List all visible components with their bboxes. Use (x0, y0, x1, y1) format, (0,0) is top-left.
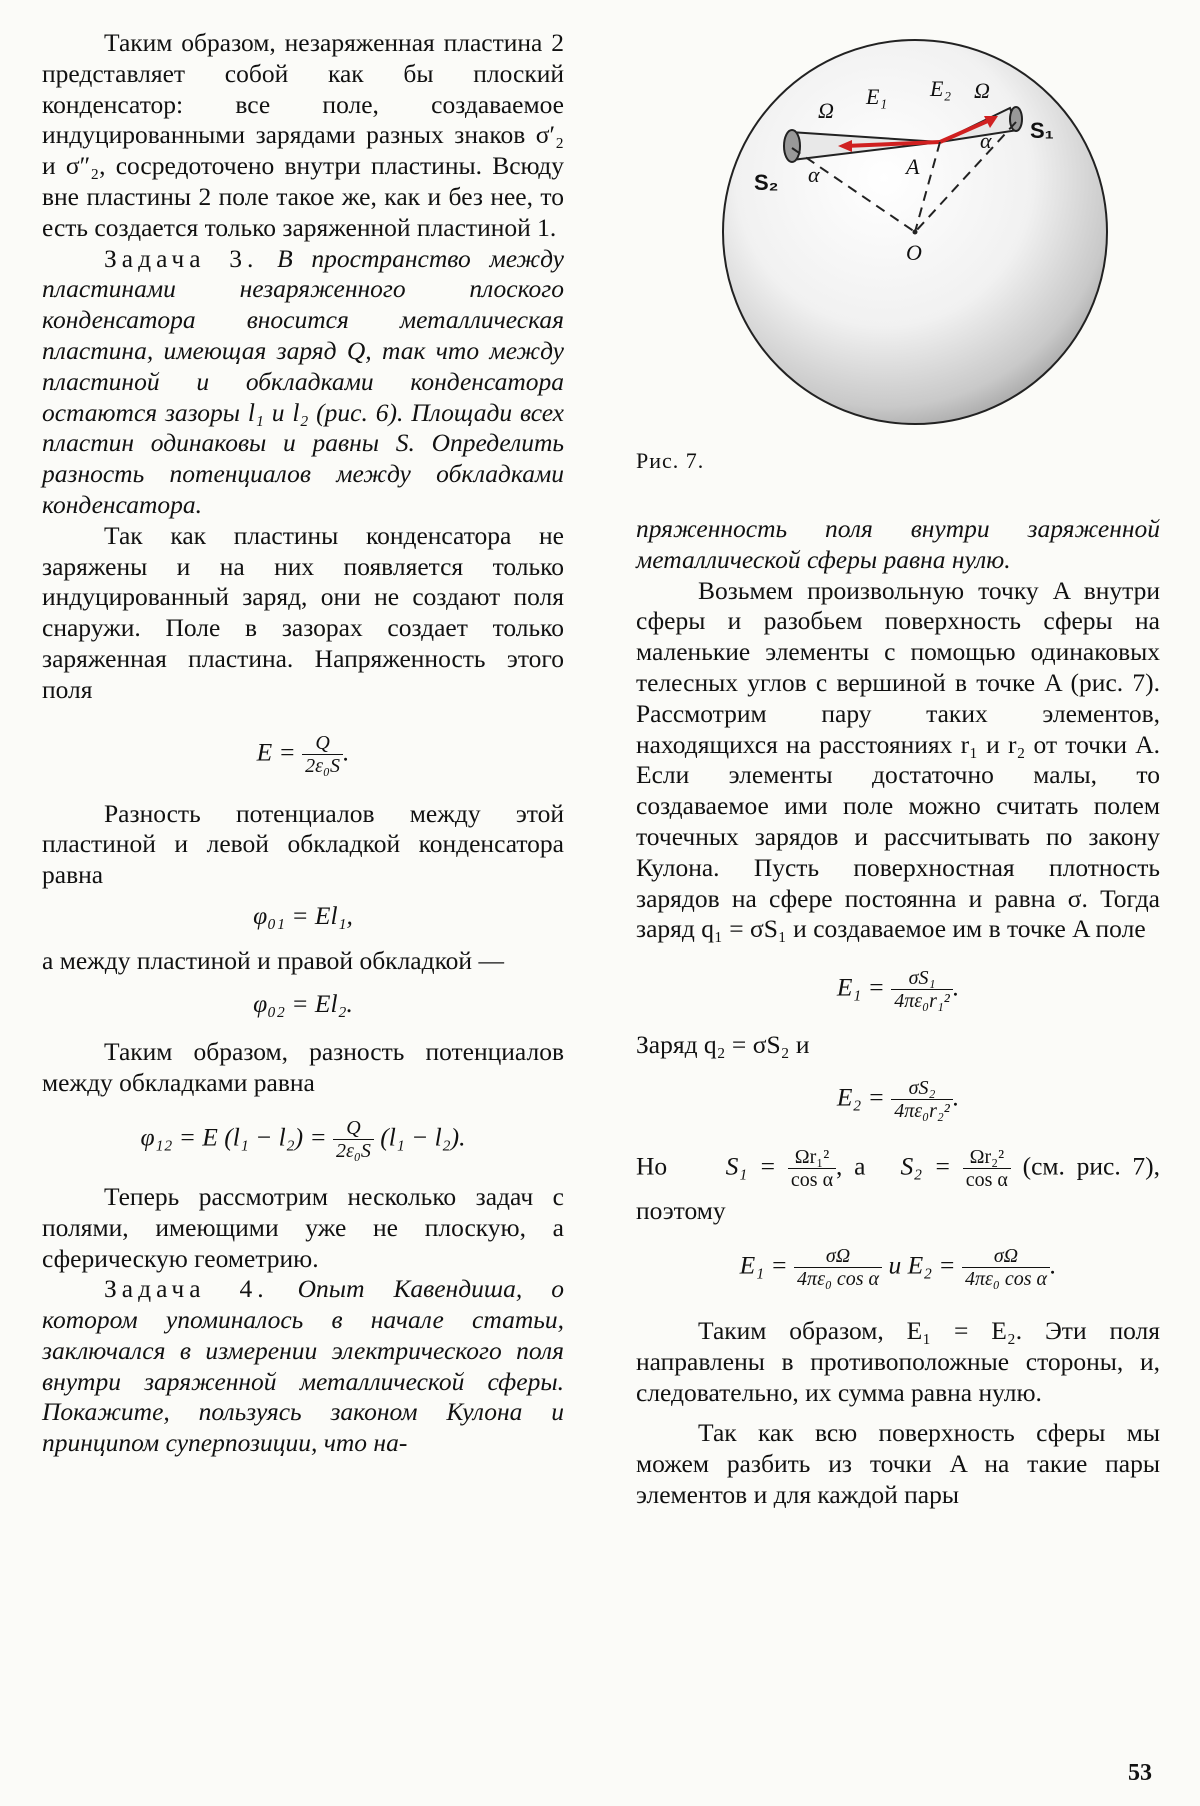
paragraph: Таким образом, разность потенциалов между обкладками равна (42, 1037, 564, 1098)
text: , а (836, 1151, 866, 1181)
text: S₁ = (725, 1151, 777, 1181)
formula-e1 (636, 967, 1160, 1012)
paragraph: Теперь рассмотрим несколько задач с полями, имеющими уже не плоскую, а сферическую геометрию. (42, 1181, 564, 1273)
formula-tail: (l₁ − l₂). (380, 1122, 466, 1152)
numerator: Ωr₂² (963, 1146, 1011, 1169)
paragraph: Таким образом, E₁ = E₂. Эти поля направлены в противоположные стороны, и, следовательно, их сумма равна нулю. (636, 1315, 1160, 1407)
label-s2: S₂ (754, 170, 779, 195)
formula-tail: . (952, 1082, 960, 1112)
label-alpha-left: α (808, 162, 820, 187)
text: Но (636, 1151, 668, 1181)
task-label: Задача 4. (104, 1274, 269, 1304)
denominator: cos α (965, 1168, 1008, 1191)
paragraph: Разность потенциалов между этой пластиной и левой обкладкой конденсатора равна (42, 798, 564, 890)
paragraph: а между пластиной и правой обкладкой — (42, 945, 504, 975)
numerator: Ωr₁² (788, 1146, 836, 1169)
label-alpha-right: α (980, 128, 992, 153)
formula-mid: и E₂ = (888, 1250, 956, 1280)
numerator: σS₁ (891, 967, 953, 990)
formula-e1-e2 (636, 1245, 1160, 1290)
formula-lhs: φ₁₂ = E (l₁ − l₂) = (140, 1122, 327, 1152)
label-e1: E₁ (866, 84, 888, 109)
fraction (788, 1146, 836, 1191)
paragraph: Возьмем произвольную точку A внутри сферы и разобьем поверхность сферы на маленькие элементы с помощью одинаковых телесных углов с вершиной в точке A (рис. 7). Рассмотрим пару таких элементов, находящихся на расстояниях r₁ и r₂ от точки A. Если элементы достаточно малы, то создаваемое ими поле можно считать полем точечных зарядов и рассчитывать по закону Кулона. Пусть поверхностная плотность зарядов на сфере постоянна и равна σ. Тогда заряд q₁ = σS₁ и создаваемое им в точке A поле (636, 575, 1160, 944)
formula-tail: . (952, 972, 960, 1002)
formula-tail: . (1049, 1250, 1057, 1280)
paragraph: Таким образом, незаряженная пластина 2 представляет собой как бы плоский конденсатор: все поле, создаваемое индуцированными зарядами разных знаков σ′₂ и σ″₂, сосредоточено внутри пластины. Всюду вне пластины 2 поле такое же, как и без нее, то есть создается только заряженной пластиной 1. (42, 28, 564, 242)
fraction (963, 1146, 1011, 1191)
formula-phi01: φ₀₁ = El₁, (253, 900, 353, 930)
formula-tail: . (343, 736, 350, 766)
paragraph: Так как пластины конденсатора не заряжены и на них появляется только индуцированный заряд, они не создают поля снаружи. Поле в зазорах создает только заряженная пластина. Напряженность этого поля (42, 520, 564, 704)
label-o: O (906, 240, 922, 265)
numerator: σΩ (962, 1245, 1050, 1268)
fraction (962, 1245, 1050, 1290)
numerator: σΩ (794, 1245, 882, 1268)
label-s1: S₁ (1030, 118, 1054, 143)
task-label: Задача 3. (104, 243, 259, 273)
formula-lhs: E = (256, 736, 296, 766)
right-column (636, 514, 1160, 1511)
fraction (333, 1117, 374, 1162)
label-omega-left: Ω (818, 98, 834, 123)
text: (см. рис. 7), поэтому (636, 1151, 1161, 1225)
denominator: cos α (790, 1168, 834, 1191)
paragraph: Так как всю поверхность сферы мы можем разбить из точки A на такие пары элементов и для каждой пары (636, 1418, 1160, 1509)
task-text: В пространство между пластинами незаряженного плоского конденсатора вносится металлическая пластина, имеющая заряд Q, так что между пластиной и обкладками конденсатора остаются зазоры l₁ и l₂ (рис. 6). Площади всех пластин одинаковы и равны S. Определить разность потенциалов между обкладками конденсатора. (42, 243, 564, 519)
denominator: 2ε₀S (336, 1139, 371, 1162)
s2-element (784, 130, 800, 162)
numerator: σS₂ (891, 1077, 953, 1100)
numerator: Q (333, 1117, 374, 1140)
label-a: A (906, 154, 920, 179)
label-e2: E₂ (930, 76, 952, 101)
sphere-figure (690, 34, 1160, 434)
denominator: 4πε₀r₁² (894, 990, 950, 1013)
text: S₂ = (900, 1151, 952, 1181)
paragraph-area (636, 1146, 1160, 1231)
formula-lhs: E₁ = (739, 1250, 788, 1280)
task-3 (42, 244, 564, 521)
formula-phi02: φ₀₂ = El₂. (253, 988, 353, 1018)
formula-e2 (636, 1077, 1160, 1122)
figure-caption: Рис. 7. (636, 448, 705, 473)
task-4-continuation: пряженность поля внутри заряженной металлической сферы равна нулю. (636, 514, 1160, 574)
page-number: 53 (1128, 1760, 1152, 1786)
numerator: Q (302, 732, 343, 755)
formula-phi12 (42, 1117, 564, 1162)
denominator: 4πε₀ cos α (797, 1267, 880, 1290)
fraction (794, 1245, 882, 1290)
formula-lhs: E₁ = (836, 972, 885, 1002)
left-column (42, 28, 564, 1459)
paragraph: Заряд q₂ = σS₂ и (636, 1030, 810, 1060)
label-omega-right: Ω (974, 78, 990, 103)
task-4 (42, 1274, 564, 1459)
fraction (302, 732, 343, 777)
center-point (913, 230, 918, 235)
fraction (891, 1077, 953, 1122)
denominator: 4πε₀r₂² (894, 1099, 950, 1122)
denominator: 4πε₀ cos α (964, 1267, 1047, 1290)
denominator: 2ε₀S (305, 754, 340, 777)
formula-lhs: E₂ = (836, 1082, 885, 1112)
task-text: Опыт Кавендиша, о котором упоминалось в начале статьи, заключался в измерении электрического поля внутри заряженной металлической сферы. Покажите, пользуясь законом Кулона и принципом суперпозиции, что на- (42, 1274, 564, 1458)
formula-e (42, 732, 564, 777)
fraction (891, 967, 953, 1012)
